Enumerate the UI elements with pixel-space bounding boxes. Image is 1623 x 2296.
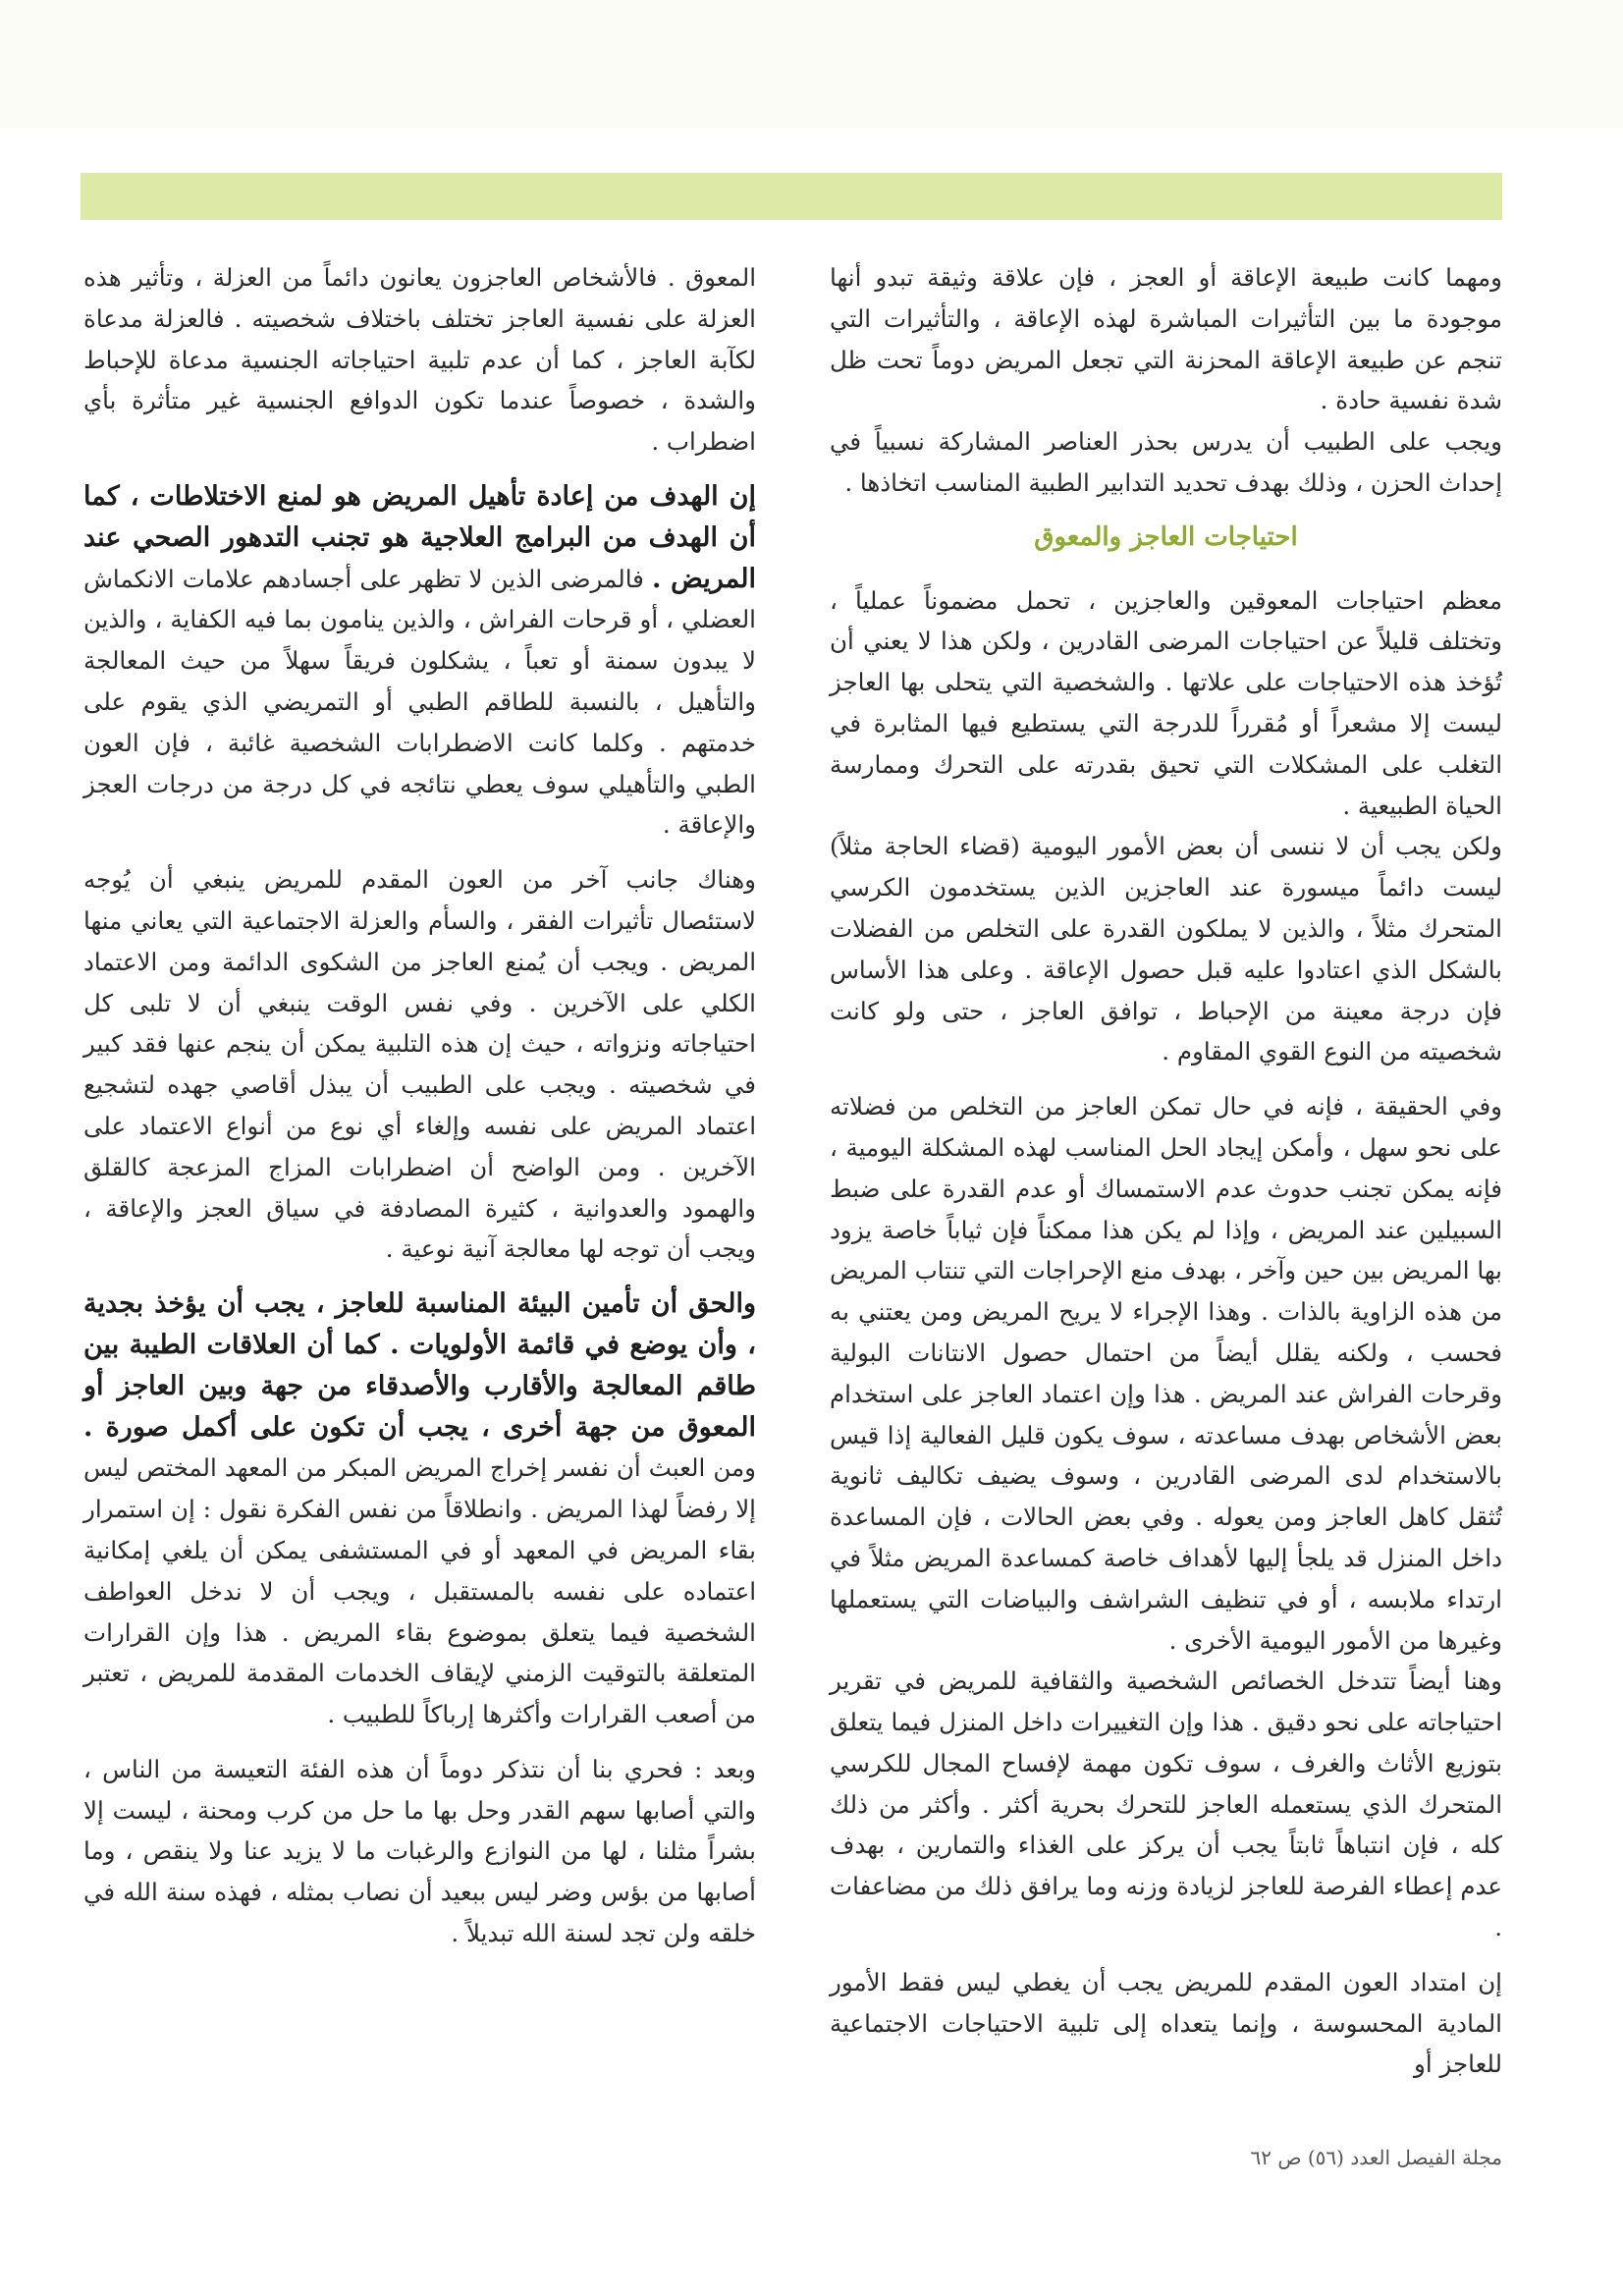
left-paragraph-2-text: فالمرضى الذين لا تظهر على أجسادهم علامات الانكماش العضلي ، أو قرحات الفراش ، والذين ينامون بما فيه الكفاية ، والذين لا يبدون سمنة أو تعباً ، يشكلون فريقاً سهلاً من حيث المعالجة والتأهيل ، بالنسبة للطاقم الطبي أو التمريضي الذي يقوم على خدمتهم . وكلما كانت الاضطرابات الشخصية غائبة ، فإن العون الطبي والتأهيلي سوف يعطي نتائجه في كل درجة من درجات العجز والإعاقة . [83, 564, 756, 840]
section-heading: احتياجات العاجز والمعوق [1034, 521, 1298, 552]
right-paragraph-4: ولكن يجب أن لا ننسى أن بعض الأمور اليومية (قضاء الحاجة مثلاً) ليست دائماً ميسورة عند العاجزين الذين يستخدمون الكرسي المتحرك مثلاً ، والذين لا يملكون القدرة على التخلص من الفضلات بالشكل الذي اعتادوا عليه قبل حصول الإعاقة . وعلى هذا الأساس فإن درجة معينة من الإحباط ، توافق العاجز ، حتى ولو كانت شخصيته من النوع القوي المقاوم . [830, 832, 1502, 1066]
right-paragraph-2: ويجب على الطبيب أن يدرس بحذر العناصر المشاركة نسبياً في إحداث الحزن ، وذلك بهدف تحديد التدابير الطبية المناسب اتخاذها . [830, 427, 1502, 497]
page-top-tint [0, 0, 1623, 128]
right-paragraph-3: معظم احتياجات المعوقين والعاجزين ، تحمل مضموناً عملياً ، وتختلف قليلاً عن احتياجات المرضى القادرين ، ولكن هذا لا يعني أن تُؤخذ هذه الاحتياجات على علاتها . والشخصية التي يتحلى بها العاجز ليست إلا مشعراً أو مُقرراً للدرجة التي يستطيع فيها المثابرة في التغلب على المشكلات التي تحيق بقدرته على التحرك وممارسة الحياة الطبيعية . [830, 585, 1502, 820]
left-paragraph-4-emphasis: والحق أن تأمين البيئة المناسبة للعاجز ، يجب أن يؤخذ بجدية ، وأن يوضع في قائمة الأولويات . كما أن العلاقات الطيبة بين طاقم المعالجة والأقارب والأصدقاء من جهة وبين العاجز أو المعوق من جهة أخرى ، يجب أن تكون على أكمل صورة . [83, 1288, 756, 1443]
left-column [83, 257, 756, 1968]
page-footer: مجلة الفيصل العدد (٥٦) ص ٦٢ [1250, 2146, 1502, 2169]
right-column [830, 257, 1502, 2099]
right-paragraph-7: إن امتداد العون المقدم للمريض يجب أن يغطي ليس فقط الأمور المادية المحسوسة ، وإنما يتعداه إلى تلبية الاحتياجات الاجتماعية للعاجز أو [830, 1967, 1502, 2079]
left-paragraph-2-emphasis: إن الهدف من إعادة تأهيل المريض هو لمنع الاختلاطات ، كما أن الهدف من البرامج العلاجية هو تجنب التدهور الصحي عند المريض . [83, 480, 756, 594]
left-paragraph-3: وهناك جانب آخر من العون المقدم للمريض ينبغي أن يُوجه لاستئصال تأثيرات الفقر ، والسأم والعزلة الاجتماعية التي يعاني منها المريض . ويجب أن يُمنع العاجز من الشكوى الدائمة ومن الاعتماد الكلي على الآخرين . وفي نفس الوقت ينبغي أن لا تلبى كل احتياجاته ونزواته ، حيث إن هذه التلبية يمكن أن ينجم عنها فقد كبير في شخصيته . ويجب على الطبيب أن يبذل أقاصي جهده لتشجيع اعتماد المريض على نفسه وإلغاء أي نوع من أنواع الاعتماد على الآخرين . ومن الواضح أن اضطرابات المزاج المزعجة كالقلق والهمود والعدوانية ، كثيرة المصادفة في سياق العجز والإعاقة ، ويجب أن توجه لها معالجة آنية نوعية . [83, 865, 756, 1264]
right-paragraph-6: وهنا أيضاً تتدخل الخصائص الشخصية والثقافية للمريض في تقرير احتياجاته على نحو دقيق . هذا وإن التغييرات داخل المنزل فيما يتعلق بتوزيع الأثاث والغرف ، سوف تكون مهمة لإفساح المجال للكرسي المتحرك الذي يستعمله العاجز للتحرك بحرية أكثر . وأكثر من ذلك كله ، فإن انتباهاً ثابتاً يجب أن يركز على الغذاء والتمارين ، بهدف عدم إعطاء الفرصة للعاجز لزيادة وزنه وما يرافق ذلك من مضاعفات . [830, 1667, 1502, 1942]
left-paragraph-2 [83, 476, 756, 846]
left-paragraph-4 [83, 1284, 756, 1735]
right-paragraph-5: وفي الحقيقة ، فإنه في حال تمكن العاجز من التخلص من فضلاته على نحو سهل ، وأمكن إيجاد الحل المناسب لهذه المشكلة اليومية ، فإنه يمكن تجنب حدوث عدم الاستمساك أو عدم القدرة على ضبط السبيلين عند المريض ، وإذا لم يكن هذا ممكناً فإن ثياباً خاصة يزود بها المريض بين حين وآخر ، بهدف منع الإحراجات التي تنتاب المريض من هذه الزاوية بالذات . وهذا الإجراء لا يريح المريض ومن يعتني به فحسب ، ولكنه يقلل أيضاً من احتمال حصول الانتانات البولية وقرحات الفراش عند المريض . هذا وإن اعتماد العاجز على استخدام بعض الأشخاص بهدف مساعدته ، سوف يكون قليل الفعالية إذا قيس بالاستخدام لدى المرضى القادرين ، وسوف يضيف تكاليف ثانوية تُثقل كاهل العاجز ومن يعوله . وفي بعض الحالات ، فإن المساعدة داخل المنزل قد يلجأ إليها لأهداف خاصة كمساعدة المريض مثلاً في ارتداء ملابسه ، أو في تنظيف الشراشف والبياضات التي يستعملها وغيرها من الأمور اليومية الأخرى . [830, 1092, 1502, 1655]
left-paragraph-4-text: ومن العبث أن نفسر إخراج المريض المبكر من المعهد المختص ليس إلا رفضاً لهذا المريض . وانطلاقاً من نفس الفكرة نقول : إن استمرار بقاء المريض في المعهد أو في المستشفى يمكن أن يلغي إمكانية اعتماده على نفسه بالمستقبل ، ويجب أن لا ندخل العواطف الشخصية فيما يتعلق بموضوع بقاء المريض . هذا وإن القرارات المتعلقة بالتوقيت الزمني لإيقاف الخدمات المقدمة للمريض ، تعتبر من أصعب القرارات وأكثرها إرباكاً للطبيب . [83, 1453, 756, 1729]
right-paragraph-1: ومهما كانت طبيعة الإعاقة أو العجز ، فإن علاقة وثيقة تبدو أنها موجودة ما بين التأثيرات المباشرة لهذه الإعاقة ، والتأثيرات التي تنجم عن طبيعة الإعاقة المحزنة التي تجعل المريض دوماً تحت ظل شدة نفسية حادة . [830, 263, 1502, 415]
left-paragraph-1: المعوق . فالأشخاص العاجزون يعانون دائماً من العزلة ، وتأثير هذه العزلة على نفسية العاجز تختلف باختلاف شخصيته . فالعزلة مدعاة لكآبة العاجز ، كما أن عدم تلبية احتياجاته الجنسية مدعاة للإحباط والشدة ، خصوصاً عندما تكون الدوافع الجنسية غير متأثرة بأي اضطراب . [83, 263, 756, 457]
left-paragraph-5: وبعد : فحري بنا أن نتذكر دوماً أن هذه الفئة التعيسة من الناس ، والتي أصابها سهم القدر وحل بها ما حل من كرب ومحنة ، ليست إلا بشراً مثلنا ، لها من النوازع والرغبات ما لا يزيد عنا ولا ينقص ، وما أصابها من بؤس وضر ليس ببعيد أن نصاب بمثله ، فهذه سنة الله في خلقه ولن تجد لسنة الله تبديلاً . [83, 1754, 756, 1948]
header-band [81, 173, 1502, 220]
